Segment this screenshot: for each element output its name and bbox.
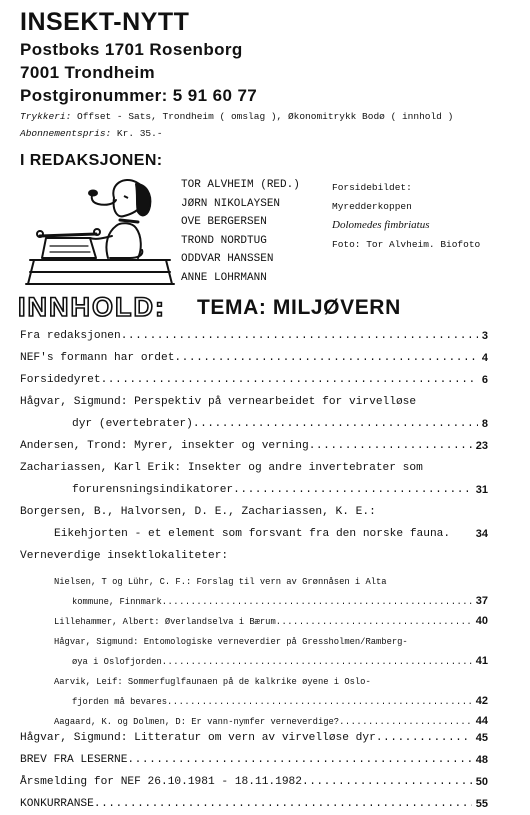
toc-section-heading: [20, 545, 488, 567]
staff-member: JØRN NIKOLAYSEN: [181, 197, 281, 210]
address-line-2: 7001 Trondheim: [20, 63, 156, 82]
toc-entry-title: Årsmelding for NEF 26.10.1981 - 18.11.1982: [20, 776, 302, 788]
toc-page-number: 8: [481, 418, 488, 430]
toc-entry: [20, 727, 488, 749]
address-line-1: Postboks 1701 Rosenborg: [20, 40, 243, 59]
printer-line: [20, 111, 453, 122]
toc-subentry: [20, 707, 488, 727]
toc-entry-title-cont: forurensningsindikatorer: [72, 484, 234, 496]
cover-species: Myredderkoppen: [332, 201, 412, 212]
price-text: Kr. 35.-: [116, 128, 163, 139]
staff-member: TOR ALVHEIM (RED.): [181, 179, 300, 191]
cover-info: [332, 178, 480, 254]
toc-entry: [20, 749, 488, 771]
toc-entry: [20, 369, 488, 391]
toc-entry-title: KONKURRANSE: [20, 798, 94, 810]
toc-page-number: 3: [481, 330, 488, 342]
toc-page-number: 37: [475, 595, 488, 607]
toc-subentry: [20, 607, 488, 627]
toc-entry: [20, 347, 488, 369]
toc-subentry-title-cont: øya i Oslofjorden: [72, 657, 162, 667]
toc-page-number: 55: [475, 798, 488, 810]
toc-page-number: 48: [475, 754, 488, 766]
staff-member: TROND NORDTUG: [181, 234, 267, 247]
toc-subentry-title: Hågvar, Sigmund: Entomologiske verneverdier på Gressholmen/Ramberg-: [54, 637, 408, 647]
toc-entry-title: Forsidedyret: [20, 374, 101, 386]
toc-entry-title: Fra redaksjonen: [20, 330, 121, 342]
toc-entry-title: Andersen, Trond: Myrer, insekter og verning: [20, 440, 309, 452]
toc-page-number: 34: [475, 528, 488, 540]
toc-entry-continued: [20, 479, 488, 501]
toc-entry-title: Hågvar, Sigmund: Litteratur om vern av virvelløse dyr: [20, 732, 376, 744]
staff-member: ODDVAR HANSSEN: [181, 253, 274, 266]
toc-entry-title: BREV FRA LESERNE: [20, 754, 128, 766]
toc-subentry-title: Aarvik, Leif: Sommerfuglfaunaen på de kalkrike øyene i Oslo-: [54, 677, 371, 687]
printer-text: Offset - Sats, Trondheim ( omslag ), Økonomitrykk Bodø ( innhold ): [77, 111, 454, 122]
toc-page-number: 23: [475, 440, 488, 452]
staff-member: ANNE LOHRMANN: [181, 271, 267, 284]
magazine-title: INSEKT-NYTT: [20, 8, 190, 36]
cover-photo-credit: Foto: Tor Alvheim. Biofoto: [332, 239, 481, 250]
toc-subentry: [20, 627, 488, 647]
toc-entry: [20, 457, 488, 479]
toc-subentry-title-cont: kommune, Finnmark: [72, 597, 162, 607]
toc-section-title: Verneverdige insektlokaliteter:: [20, 550, 229, 562]
toc-subentry-continued: [20, 587, 488, 607]
snoopy-typewriter-illustration: [20, 172, 180, 290]
table-of-contents: [20, 325, 488, 815]
snoopy-nose: [88, 190, 98, 197]
toc-entry: [20, 435, 488, 457]
toc-entry-title: Hågvar, Sigmund: Perspektiv på vernearbeidet for virvelløse: [20, 396, 417, 408]
toc-subentry-title: Lillehammer, Albert: Øverlandselva i Bærum: [54, 617, 276, 627]
toc-subentry-title: Nielsen, T og Lühr, C. F.: Forslag til vern av Grønnåsen i Alta: [54, 577, 387, 587]
toc-subentry: [20, 667, 488, 687]
giro-number: Postgironummer: 5 91 60 77: [20, 86, 258, 105]
toc-entry-title: NEF's formann har ordet: [20, 352, 175, 364]
toc-subentry-continued: [20, 647, 488, 667]
toc-entry-title: Borgersen, B., Halvorsen, D. E., Zachariassen, K. E.:: [20, 506, 376, 518]
toc-subentry-continued: [20, 687, 488, 707]
toc-page-number: 4: [481, 352, 488, 364]
staff-member: OVE BERGERSEN: [181, 216, 267, 229]
toc-subentry-title: Aagaard, K. og Dolmen, D: Er vann-nymfer verneverdige?: [54, 717, 340, 727]
toc-entry-title: Zachariassen, Karl Erik: Insekter og andre invertebrater som: [20, 462, 423, 474]
toc-page-number: 40: [475, 615, 488, 627]
toc-entry-continued: [20, 413, 488, 435]
toc-entry-title-cont: Eikehjorten - et element som forsvant fra den norske fauna.: [54, 528, 451, 540]
toc-entry: [20, 325, 488, 347]
editorial-heading: I REDAKSJONEN:: [20, 152, 163, 169]
cover-latin-name: Dolomedes fimbriatus: [332, 219, 430, 231]
theme-title: TEMA: MILJØVERN: [197, 296, 401, 319]
toc-page-number: 31: [475, 484, 488, 496]
toc-entry-continued: [20, 523, 488, 545]
toc-entry: [20, 793, 488, 815]
contents-heading: INNHOLD:: [18, 292, 166, 322]
toc-entry: [20, 501, 488, 523]
toc-page-number: 50: [475, 776, 488, 788]
cover-label: Forsidebildet:: [332, 182, 412, 193]
toc-page-number: 45: [475, 732, 488, 744]
toc-page-number: 42: [475, 695, 488, 707]
toc-subentry-title-cont: fjorden må bevares: [72, 697, 168, 707]
toc-entry: [20, 391, 488, 413]
price-label: Abonnementspris:: [20, 128, 112, 139]
toc-page-number: 41: [475, 655, 488, 667]
toc-page-number: 44: [475, 715, 488, 727]
toc-subentry: [20, 567, 488, 587]
toc-page-number: 6: [481, 374, 488, 386]
printer-label: Trykkeri:: [20, 111, 72, 122]
staff-list: [181, 176, 300, 288]
toc-entry: [20, 771, 488, 793]
toc-entry-title-cont: dyr (evertebrater): [72, 418, 193, 430]
price-line: [20, 128, 163, 139]
